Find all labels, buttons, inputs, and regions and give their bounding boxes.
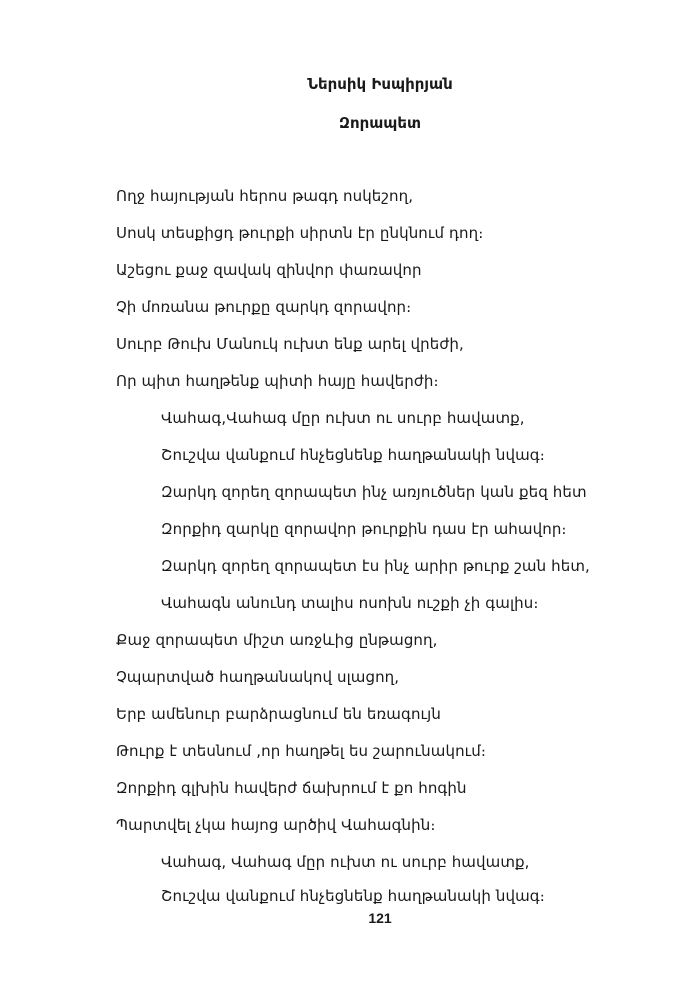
poem-title: Զորապետ [338, 114, 422, 132]
refrain-line: Զարկդ զորեղ զորապետ ինչ առյուծներ կան քեզ հետ [161, 483, 587, 501]
refrain-line: Վահագ, Վահագ մըր ուխտ ու սուրբ հավատք, [161, 853, 530, 871]
refrain-line: Զարկդ զորեղ զորապետ էս ինչ արիր թուրք շան հետ, [161, 557, 590, 575]
poem-line: Երբ ամենուր բարձրացնում են եռագույն [116, 705, 441, 723]
poem-line: Չի մոռանա թուրքը զարկդ զորավոր։ [116, 298, 412, 316]
poem-author: Ներսիկ Իսպիրյան [307, 75, 453, 93]
poem-line: Թուրք է տեսնում ,որ հաղթել ես շարունակում։ [116, 742, 487, 760]
poem-line: Զորքիդ գլխին հավերժ ճախրում է քո հոգին [116, 779, 467, 797]
poem-line: Պարտվել չկա հայոց արծիվ Վահագնին։ [116, 816, 436, 834]
page-number: 121 [368, 910, 392, 926]
refrain-line: Շուշվա վանքում հնչեցնենք հաղթանակի նվագ։ [161, 446, 545, 464]
refrain-line: Վահագ,Վահագ մըր ուխտ ու սուրբ հավատք, [161, 409, 525, 427]
poem-line: Չպարտված հաղթանակով սլացող, [116, 668, 400, 686]
refrain-line: Շուշվա վանքում հնչեցնենք հաղթանակի նվագ։ [161, 887, 545, 905]
refrain-line: Վահագն անունդ տալիս ոսոխն ուշքի չի գալիս։ [161, 594, 539, 612]
poem-line: Սոսկ տեսքիցդ թուրքի սիրտն էր ընկնում դող։ [116, 224, 484, 242]
poem-line: Աշեցու քաջ զավակ զինվոր փառավոր [116, 261, 422, 279]
poem-line: Ողջ հայության հերոս թագդ ոսկեշող, [116, 187, 414, 205]
poem-line: Քաջ զորապետ միշտ առջևից ընթացող, [116, 631, 438, 649]
poem-line: Սուրբ Թուխ Մանուկ ուխտ ենք արել վրեժի, [116, 335, 464, 353]
refrain-line: Զորքիդ զարկը զորավոր թուրքին դաս էր ահավոր։ [161, 520, 567, 538]
poem-line: Որ պիտ հաղթենք պիտի հայը հավերժի։ [116, 372, 439, 390]
